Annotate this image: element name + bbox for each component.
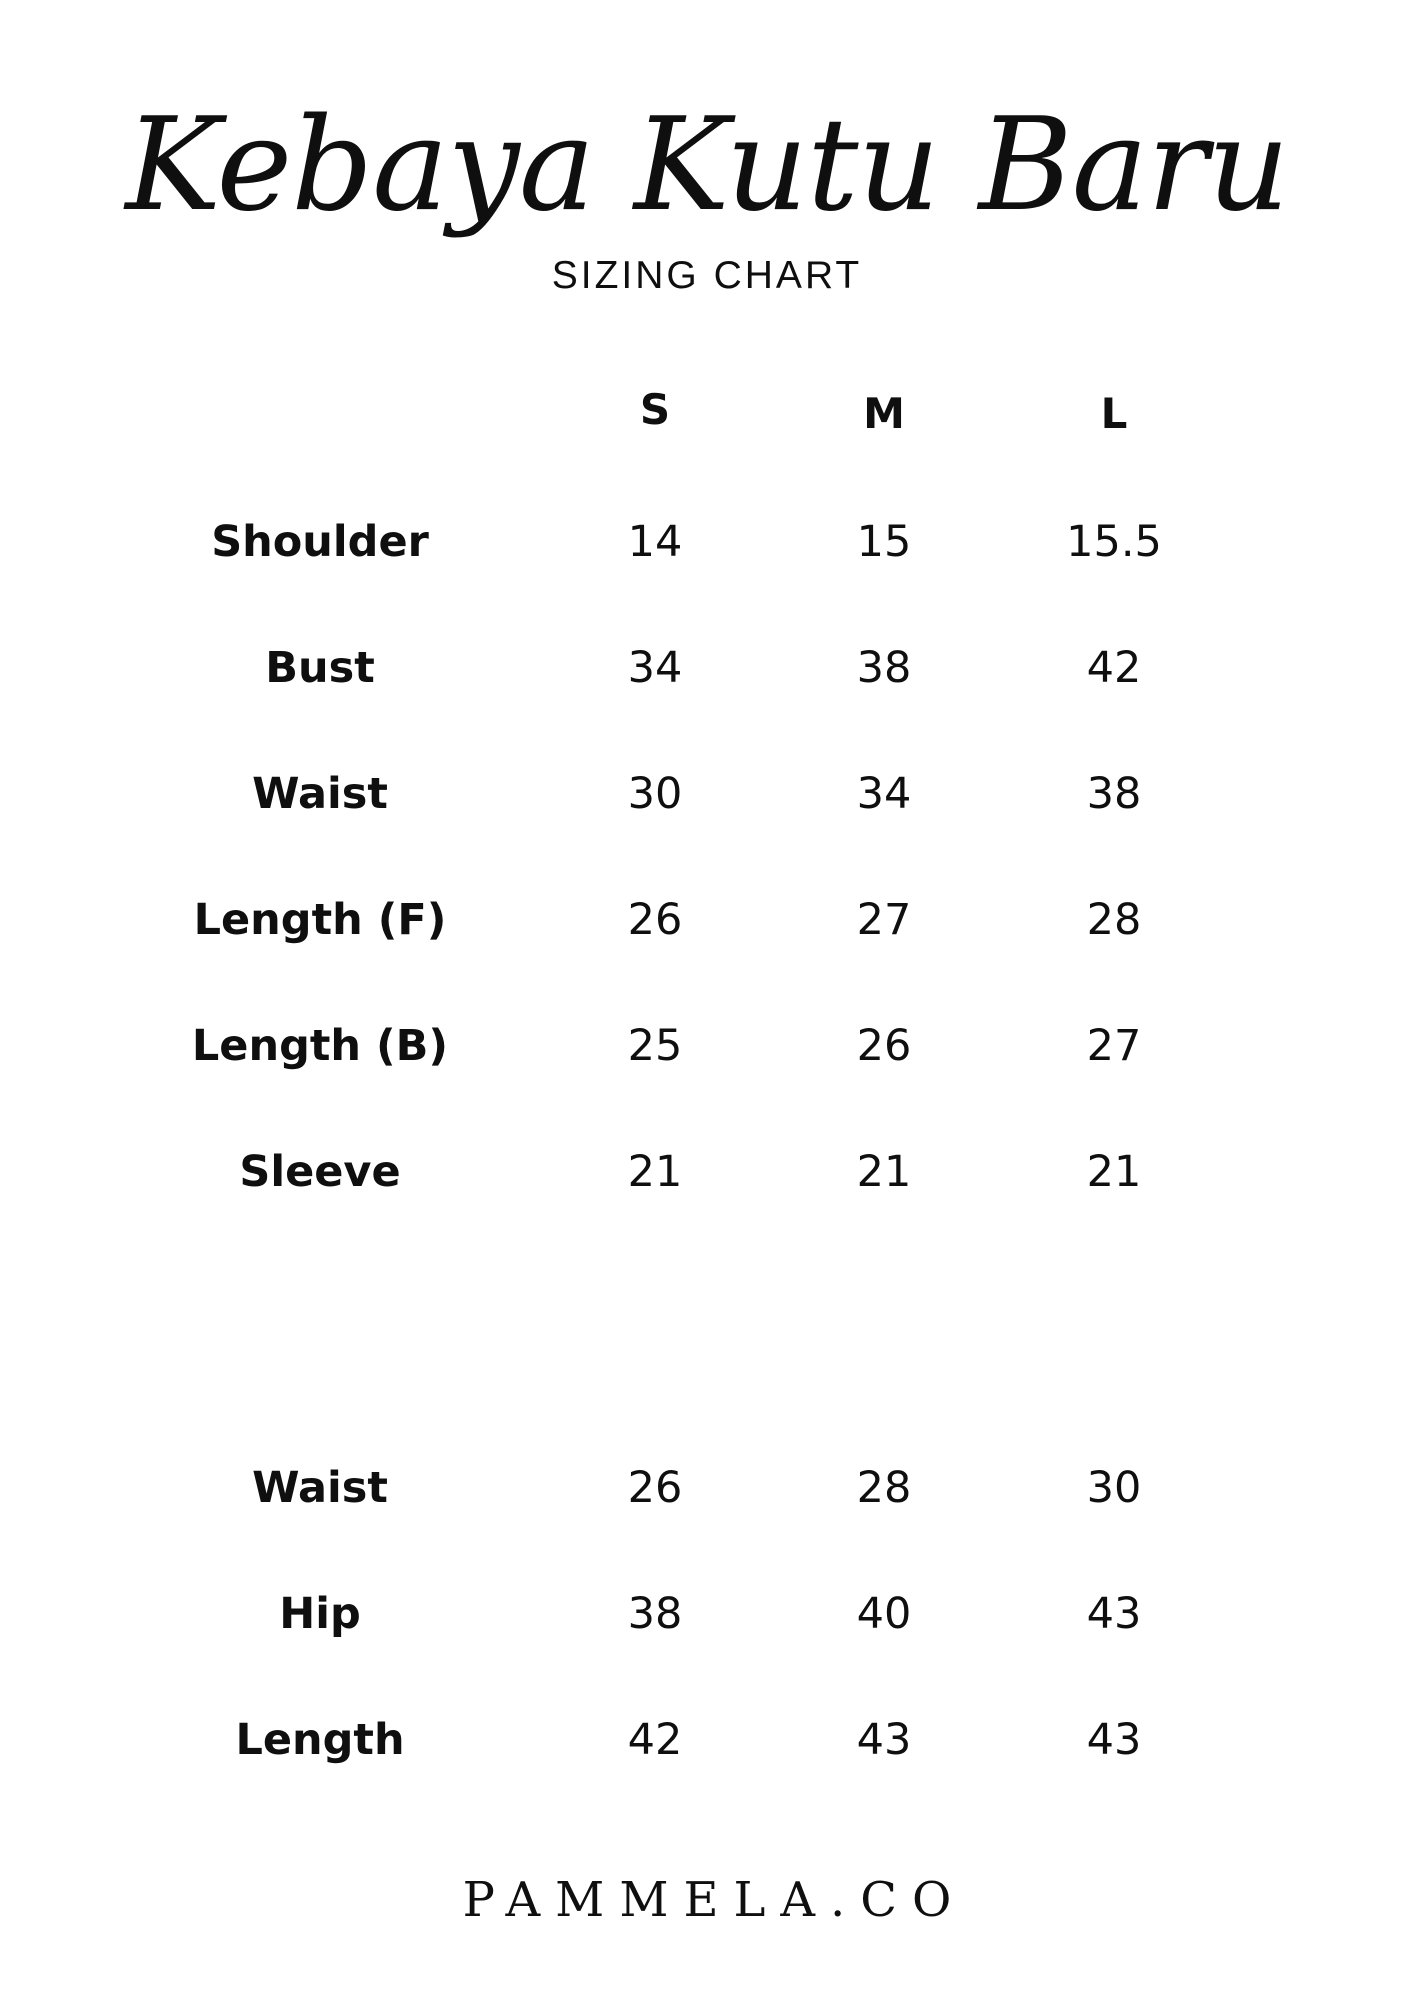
cell-l: 43 xyxy=(1086,1715,1142,1765)
row-label: Sleeve xyxy=(239,1147,401,1197)
cell-s: 30 xyxy=(627,769,683,819)
table-row xyxy=(0,636,1414,700)
cell-s: 42 xyxy=(627,1715,683,1765)
cell-m: 26 xyxy=(856,1021,912,1071)
cell-m: 27 xyxy=(856,895,912,945)
cell-s: 38 xyxy=(627,1589,683,1639)
brand-wordmark: PAMMELA.CO xyxy=(462,1872,967,1928)
row-label: Length (B) xyxy=(191,1021,449,1071)
cell-l: 28 xyxy=(1086,895,1142,945)
cell-s: 34 xyxy=(627,643,683,693)
row-label: Shoulder xyxy=(211,517,429,567)
table-row xyxy=(0,762,1414,826)
cell-l: 38 xyxy=(1086,769,1142,819)
size-header-m: M xyxy=(863,389,905,438)
size-header-l: L xyxy=(1100,389,1128,438)
cell-s: 26 xyxy=(627,895,683,945)
table-row xyxy=(0,888,1414,952)
cell-l: 21 xyxy=(1086,1147,1142,1197)
row-label: Length (F) xyxy=(193,895,447,945)
cell-m: 43 xyxy=(856,1715,912,1765)
cell-l: 15.5 xyxy=(1066,517,1162,567)
cell-l: 27 xyxy=(1086,1021,1142,1071)
table-row xyxy=(0,1140,1414,1204)
page-subtitle: SIZING CHART xyxy=(551,254,863,297)
table-row xyxy=(0,1014,1414,1078)
cell-s: 21 xyxy=(627,1147,683,1197)
cell-m: 21 xyxy=(856,1147,912,1197)
row-label: Waist xyxy=(252,769,388,819)
row-label: Length xyxy=(235,1715,405,1765)
size-header-s: S xyxy=(639,385,671,434)
cell-l: 42 xyxy=(1086,643,1142,693)
row-label: Waist xyxy=(252,1463,388,1513)
cell-s: 25 xyxy=(627,1021,683,1071)
page-title: Kebaya Kutu Baru xyxy=(125,91,1289,240)
cell-s: 26 xyxy=(627,1463,683,1513)
table-row xyxy=(0,1582,1414,1646)
cell-m: 28 xyxy=(856,1463,912,1513)
cell-s: 14 xyxy=(627,517,683,567)
cell-m: 38 xyxy=(856,643,912,693)
row-label: Bust xyxy=(265,643,375,693)
table-row xyxy=(0,1708,1414,1772)
row-label: Hip xyxy=(279,1589,361,1639)
cell-l: 43 xyxy=(1086,1589,1142,1639)
cell-m: 40 xyxy=(856,1589,912,1639)
table-row xyxy=(0,510,1414,574)
cell-m: 34 xyxy=(856,769,912,819)
cell-l: 30 xyxy=(1086,1463,1142,1513)
cell-m: 15 xyxy=(856,517,912,567)
table-row xyxy=(0,1456,1414,1520)
